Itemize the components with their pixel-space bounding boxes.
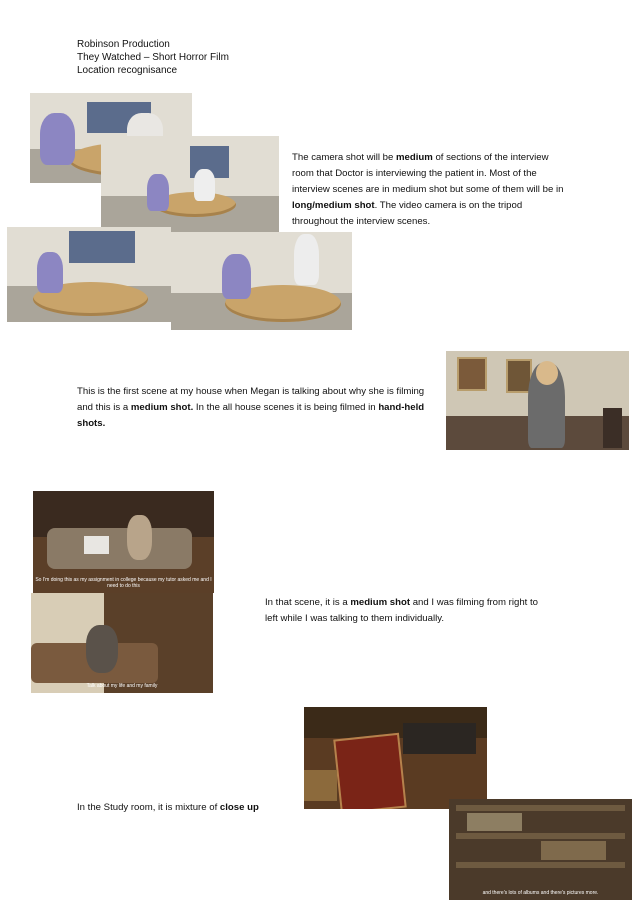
text-run: . The video camera is on the tripod throughout the interview scenes. xyxy=(292,200,523,227)
text-run: and I was filming from right to left while I was talking to them individually. xyxy=(265,597,538,624)
study-photo-2 xyxy=(449,799,632,900)
living-room-description xyxy=(265,595,547,627)
living-room-photo-2 xyxy=(31,593,213,693)
interview-photo-2 xyxy=(101,136,279,232)
study-room-description xyxy=(77,800,317,816)
text-run: of sections of the interview room that Doctor is interviewing the patient in. Most of the interview scenes are in medium shot but some of them will be in xyxy=(292,152,564,195)
study-photo-1 xyxy=(304,707,487,809)
subtitle-text: and there's lots of albums and there's pictures more. xyxy=(482,890,599,896)
text-run-bold: medium shot xyxy=(350,597,411,608)
interview-photo-4 xyxy=(171,232,352,330)
text-run: This is the first scene at my house when Megan is talking about why she is filming and this is a xyxy=(77,386,425,413)
text-run-bold: close up xyxy=(219,802,259,813)
text-run: The camera shot will be xyxy=(292,152,396,163)
text-run: In the Study room, it is mixture of xyxy=(77,802,220,813)
megan-talking-photo xyxy=(446,351,629,450)
document-subtitle: Location recognisance xyxy=(77,65,178,77)
text-run: In the all house scenes it is being filmed in xyxy=(193,402,379,413)
interview-description xyxy=(292,150,567,230)
text-run-bold: long/medium shot xyxy=(292,200,375,211)
interview-photo-3 xyxy=(7,227,171,322)
company-name: Robinson Production xyxy=(77,39,170,50)
text-run-bold: medium xyxy=(395,152,433,163)
document-header xyxy=(77,38,229,78)
text-run-bold: hand-held shots. xyxy=(77,402,425,429)
text-run: In that scene, it is a xyxy=(265,597,351,608)
first-scene-description xyxy=(77,384,439,432)
film-title: They Watched – Short Horror Film xyxy=(77,52,229,64)
subtitle-text: Talk about my life and my family xyxy=(86,683,158,689)
text-run-bold: medium shot. xyxy=(130,402,194,413)
living-room-photo-1 xyxy=(33,491,214,593)
subtitle-text: So I'm doing this as my assignment in college because my tutor asked me and I need to do this xyxy=(35,577,212,589)
